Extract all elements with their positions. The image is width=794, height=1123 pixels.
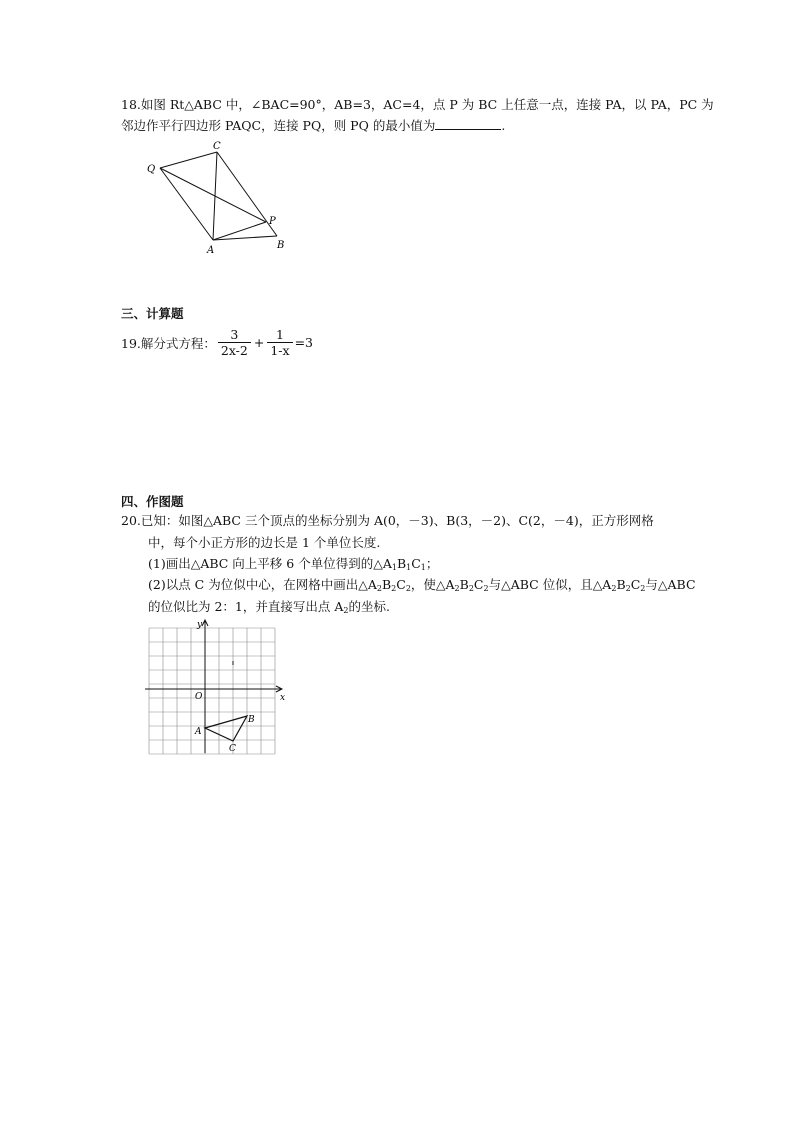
q20-line3 xyxy=(148,556,438,572)
label-B: B xyxy=(248,715,255,725)
q18-line2 xyxy=(121,118,505,134)
fraction-1 xyxy=(218,327,251,358)
q18-figure xyxy=(140,140,290,256)
label-Q: Q xyxy=(147,164,156,175)
sub: 2 xyxy=(454,584,460,593)
q19-equation xyxy=(121,327,313,358)
sub: 1 xyxy=(420,563,426,572)
sub: 2 xyxy=(376,584,382,593)
section3-title: 三、计算题 xyxy=(121,306,184,321)
q20-line4 xyxy=(148,577,696,593)
t: B xyxy=(616,577,626,592)
label-x: x xyxy=(280,693,286,703)
q20-line3-end: ； xyxy=(425,556,439,571)
sub: 2 xyxy=(483,584,489,593)
q18-line2-text: 邻边作平行四边形 PAQC，连接 PQ，则 PQ 的最小值为 xyxy=(121,118,436,133)
t: C xyxy=(630,577,641,592)
edge-CB xyxy=(217,152,277,236)
sub: 2 xyxy=(625,584,631,593)
q20-line3-b: B xyxy=(396,556,407,571)
grid-lines xyxy=(149,628,275,754)
t: B xyxy=(381,577,392,592)
label-C: C xyxy=(229,744,236,754)
t: B xyxy=(459,577,469,592)
sub: 2 xyxy=(468,584,474,593)
label-C: C xyxy=(213,141,221,152)
q20-line5 xyxy=(148,599,390,615)
fraction-2 xyxy=(267,327,292,358)
q20-line3-text: (1)画出△ABC 向上平移 6 个单位得到的△A xyxy=(148,556,392,571)
sub: 1 xyxy=(406,563,412,572)
t: ，使△A xyxy=(410,577,455,592)
q20-line2: 中，每个小正方形的边长是 1 个单位长度. xyxy=(148,535,381,550)
label-A: A xyxy=(207,245,215,256)
edge-QA xyxy=(160,168,213,240)
t: 与△ABC 位似，且△A xyxy=(488,577,612,592)
t: 与△ABC xyxy=(645,577,696,592)
q18-line1: 18.如图 Rt△ABC 中，∠BAC=90°，AB=3，AC=4，点 P 为 BC 上任意一点，连接 PA，以 PA，PC 为 xyxy=(121,97,714,112)
coordinate-grid-figure xyxy=(140,618,290,756)
section4-title: 四、作图题 xyxy=(121,494,184,509)
sub: 2 xyxy=(343,606,349,615)
label-A: A xyxy=(195,727,202,737)
sub: 2 xyxy=(640,584,646,593)
sub: 2 xyxy=(391,584,397,593)
q19-prefix: 19.解分式方程： xyxy=(121,335,216,351)
q20-line1: 20.已知：如图△ABC 三个顶点的坐标分别为 A(0，－3)、B(3，－2)、C(2，－4)，正方形网格 xyxy=(121,513,654,528)
label-B: B xyxy=(277,240,285,251)
t: C xyxy=(396,577,406,592)
label-P: P xyxy=(269,216,276,227)
q20-line3-c: C xyxy=(411,556,421,571)
sub: 1 xyxy=(391,563,397,572)
label-y: y xyxy=(197,620,203,630)
answer-blank xyxy=(435,118,501,130)
triangle-ABC xyxy=(205,716,247,741)
sub: 2 xyxy=(611,584,617,593)
fraction-1-denominator: 2x-2 xyxy=(220,343,248,358)
t: (2)以点 C 为位似中心，在网格中画出△A xyxy=(148,577,377,592)
edge-QP xyxy=(160,168,266,222)
label-O: O xyxy=(195,692,203,702)
plus-sign: + xyxy=(253,335,265,350)
q18-line2-end: . xyxy=(501,118,506,133)
t: 的位似比为 2：1，并直接写出点 A xyxy=(148,599,344,614)
sub: 2 xyxy=(405,584,411,593)
equation-rhs: =3 xyxy=(294,335,314,350)
fraction-1-numerator: 3 xyxy=(218,327,251,343)
edge-QC xyxy=(160,152,217,168)
fraction-2-numerator: 1 xyxy=(267,327,292,343)
t: 的坐标. xyxy=(348,599,390,614)
fraction-2-denominator: 1-x xyxy=(270,343,290,358)
t: C xyxy=(473,577,484,592)
